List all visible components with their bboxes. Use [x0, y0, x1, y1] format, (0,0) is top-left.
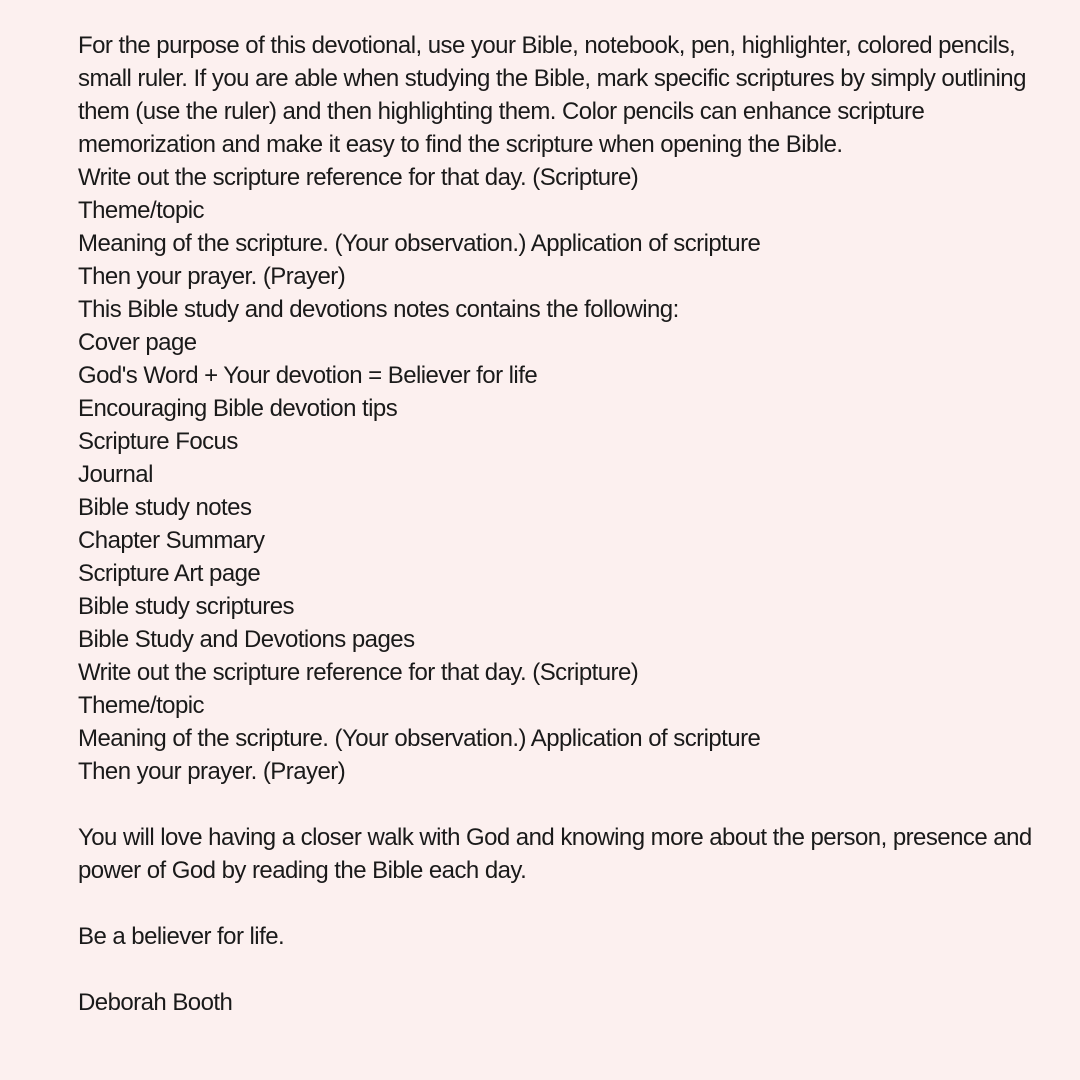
spacer	[78, 887, 1038, 920]
contents-list	[78, 326, 1038, 656]
list-item: Then your prayer. (Prayer)	[78, 758, 346, 785]
contents-heading: This Bible study and devotions notes contains the following:	[78, 296, 679, 323]
list-item: Then your prayer. (Prayer)	[78, 263, 346, 290]
list-item: Encouraging Bible devotion tips	[78, 395, 398, 422]
list-item: Journal	[78, 461, 153, 488]
list-item: Write out the scripture reference for that day. (Scripture)	[78, 164, 639, 191]
closing-paragraph: You will love having a closer walk with God and knowing more about the person, presence and power of God by reading the Bible each day.	[78, 824, 1032, 884]
steps-top-list	[78, 161, 1038, 293]
devotional-description	[78, 29, 1038, 1019]
spacer	[78, 953, 1038, 986]
list-item: Bible study notes	[78, 494, 252, 521]
list-item: Chapter Summary	[78, 527, 265, 554]
steps-bottom-list	[78, 656, 1038, 788]
list-item: Scripture Art page	[78, 560, 261, 587]
list-item: Write out the scripture reference for that day. (Scripture)	[78, 659, 639, 686]
author-signature: Deborah Booth	[78, 989, 233, 1016]
list-item: Bible Study and Devotions pages	[78, 626, 415, 653]
spacer	[78, 788, 1038, 821]
tagline: Be a believer for life.	[78, 923, 285, 950]
intro-paragraph: For the purpose of this devotional, use your Bible, notebook, pen, highlighter, colored pencils, small ruler. If you are able when studying the Bible, mark specific scriptures by simply outlining them (use the ruler) and then highlighting them. Color pencils can enhance scripture memorization and make it easy to find the scripture when opening the Bible.	[78, 32, 1026, 158]
list-item: God's Word + Your devotion = Believer for life	[78, 362, 538, 389]
list-item: Meaning of the scripture. (Your observation.) Application of scripture	[78, 230, 761, 257]
list-item: Theme/topic	[78, 197, 205, 224]
list-item: Cover page	[78, 329, 197, 356]
list-item: Bible study scriptures	[78, 593, 294, 620]
list-item: Theme/topic	[78, 692, 205, 719]
list-item: Scripture Focus	[78, 428, 238, 455]
list-item: Meaning of the scripture. (Your observation.) Application of scripture	[78, 725, 761, 752]
